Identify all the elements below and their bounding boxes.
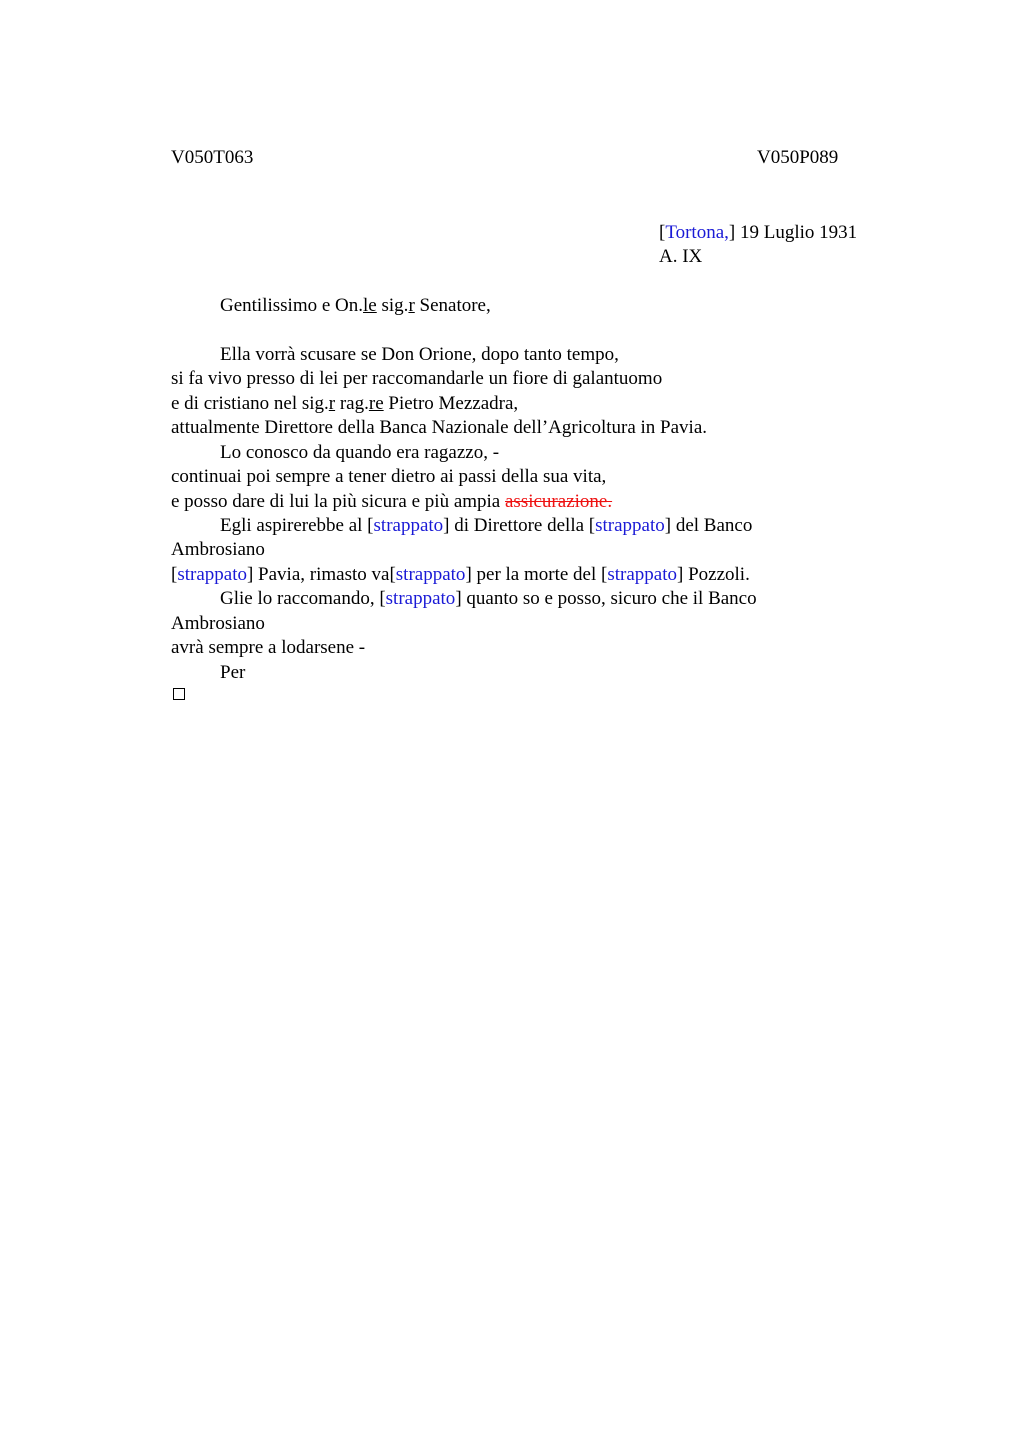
text-segment: ] Pozzoli. (677, 564, 750, 585)
dateline (659, 221, 857, 245)
text-segment: Pietro Mezzadra, (383, 393, 519, 414)
body-line: Ambrosiano (171, 613, 265, 634)
body-line: continuai poi sempre a tener dietro ai passi della sua vita, (171, 466, 607, 487)
editorial-place: Tortona, (665, 222, 729, 243)
body-line: avrà sempre a lodarsene - (171, 637, 366, 658)
salutation (220, 294, 491, 318)
text-segment: sig. (376, 295, 409, 316)
text-segment: rag. (335, 393, 369, 414)
body-line (171, 490, 612, 514)
text-segment: e posso dare di lui la più sicura e più ampia (171, 491, 505, 512)
empty-box-icon (173, 688, 185, 700)
text-segment: ] Pavia, rimasto va[ (246, 564, 396, 585)
text-segment: ] per la morte del [ (465, 564, 608, 585)
text-segment: Senatore, (414, 295, 491, 316)
text-segment: Glie lo raccomando, [ (220, 588, 386, 609)
text-segment: ] del Banco (664, 515, 753, 536)
text-segment: Egli aspirerebbe al [ (220, 515, 374, 536)
abbreviation: r (408, 295, 415, 316)
body-line (220, 587, 757, 611)
abbreviation: re (368, 393, 384, 414)
text-segment: Gentilissimo e On. (220, 295, 364, 316)
body-line: attualmente Direttore della Banca Nazionale dell’Agricoltura in Pavia. (171, 417, 707, 438)
body-line (171, 392, 518, 416)
body-line: Per (220, 662, 246, 683)
body-line: Lo conosco da quando era ragazzo, - (220, 442, 500, 463)
editorial-note: strappato (607, 564, 677, 585)
body-line: Ella vorrà scusare se Don Orione, dopo tanto tempo, (220, 344, 619, 365)
editorial-note: strappato (177, 564, 247, 585)
abbreviation: r (328, 393, 336, 414)
body-line (220, 514, 752, 538)
text-segment: ] di Direttore della [ (443, 515, 596, 536)
editorial-note: strappato (395, 564, 466, 585)
text-segment: e di cristiano nel sig. (171, 393, 329, 414)
body-line: si fa vivo presso di lei per raccomandarle un fiore di galantuomo (171, 368, 663, 389)
text-segment: [ (171, 564, 178, 585)
bracket: ] (728, 222, 736, 243)
body-line (171, 563, 750, 587)
editorial-note: strappato (373, 515, 444, 536)
date: 19 Luglio 1931 (735, 222, 858, 243)
editorial-note: strappato (385, 588, 456, 609)
era-year: A. IX (659, 246, 703, 267)
body-line: Ambrosiano (171, 539, 265, 560)
bracket: [ (659, 222, 666, 243)
editorial-note: strappato (595, 515, 665, 536)
abbreviation: le (363, 295, 377, 316)
document-code-left: V050T063 (171, 147, 254, 168)
deleted-word: assicurazione. (505, 491, 613, 512)
text-segment: ] quanto so e posso, sicuro che il Banco (455, 588, 757, 609)
document-code-right: V050P089 (757, 147, 839, 168)
